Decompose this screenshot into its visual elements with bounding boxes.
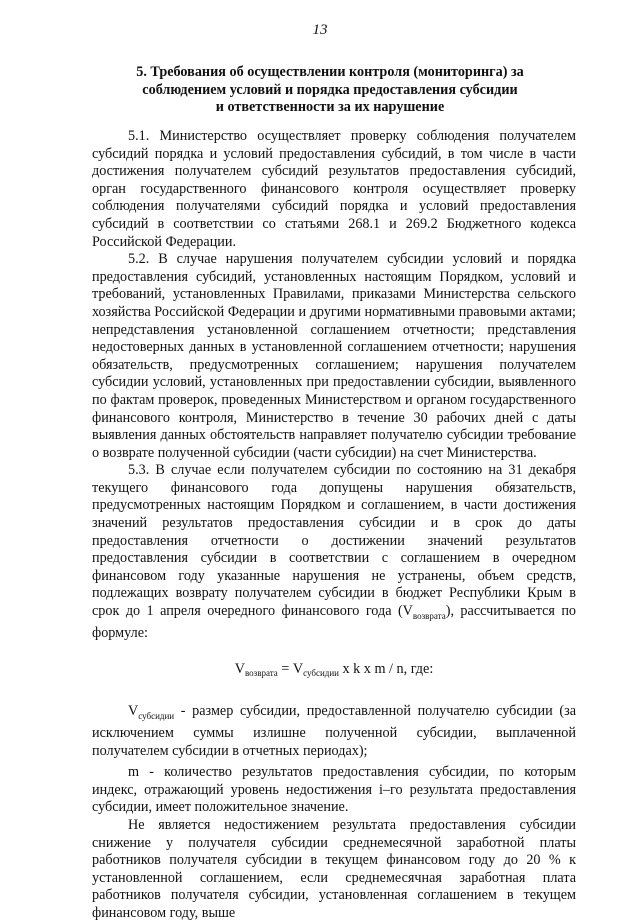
formula-sub-2: субсидии	[303, 668, 339, 679]
section-title-line-2: соблюдением условий и порядка предоставления субсидии	[142, 81, 518, 98]
definition-v-text: - размер субсидии, предоставленной получателю субсидии (за исключением суммы излишне полученной субсидии, выплаченной получателем субсидии в отчетных периодах);	[92, 702, 576, 759]
definition-v-subscript: субсидии	[138, 710, 175, 721]
formula-v1: V	[234, 661, 245, 678]
paragraph-5-2: 5.2. В случае нарушения получателем субсидии условий и порядка предоставления субсидий, установленных настоящим Порядком, условий и требований, установленных Правилами, приказами Министерства сельского хозяйства Российской Федерации и другими нормативными правовыми актами; непредставления установленной соглашением отчетности; представления недостоверных данных в установленной соглашением отчетности; нарушения обязательств, предусмотренных соглашением; нарушения получателем субсидии условий, установленных при предоставлении субсидии, выявленного по фактам проверок, проведенных Министерством и органом государственного финансового контроля, Министерство в течение 30 рабочих дней с даты выявления данных обстоятельств направляет получателю субсидии требование о возврате полученной субсидии (части субсидии) на счет Министерства.	[92, 251, 576, 461]
formula-sub-1: возврата	[244, 668, 278, 679]
paragraph-5-1: 5.1. Министерство осуществляет проверку соблюдения получателем субсидий порядка и условий предоставления субсидий, в том числе в части достижения получателем субсидий результатов предоставления субсидий, орган государственного финансового контроля осуществляет проверку соблюдения получателями субсидий порядка и условий предоставления субсидий в соответствии со статьями 268.1 и 269.2 Бюджетного кодекса Российской Федерации.	[92, 128, 576, 250]
document-body	[92, 128, 576, 923]
paragraph-5-3-text: 5.3. В случае если получателем субсидии по состоянию на 31 декабря текущего финансового года допущены нарушения обязательств, предусмотренных настоящим Порядком и соглашением, в части достижения значений результатов предоставления субсидии и в срок до даты предоставления отчетности о достижении значений результатов предоставления субсидии в соответствии с соглашением в очередном финансовом году указанные нарушения не устранены, объем средств, подлежащих возврату получателем субсидии в бюджет Республики Крым в срок до 1 апреля очередного финансового года (V	[92, 462, 576, 620]
page-number: 13	[312, 22, 328, 38]
section-title-line-3: и ответственности за их нарушение	[215, 99, 445, 116]
paragraph-5-3-subscript: возврата	[412, 610, 446, 621]
section-title-line-1: 5. Требования об осуществлении контроля (мониторинга) за	[136, 64, 524, 80]
paragraph-5-3-end: ), рассчитывается по формуле:	[92, 603, 577, 642]
definition-v: V	[128, 702, 139, 719]
section-title	[90, 64, 570, 117]
return-formula	[92, 661, 576, 683]
definition-v-subsidii	[92, 703, 576, 761]
paragraph-5-3	[92, 462, 576, 643]
formula-eq: = V	[277, 661, 304, 678]
formula-rest: x k x m / n, где:	[338, 661, 434, 678]
paragraph-salary: Не является недостижением результата предоставления субсидии снижение у получателя субсидии среднемесячной заработной платы работников получателя субсидии в текущем финансовом году до 20 % к установленной соглашением, если среднемесячная заработная плата работников получателя субсидии, установленная соглашением в текущем финансовом году, выше	[92, 817, 576, 921]
definition-m: m - количество результатов предоставления субсидии, по которым индекс, отражающий уровень недостижения i–го результата предоставления субсидии, имеет положительное значение.	[92, 764, 576, 816]
